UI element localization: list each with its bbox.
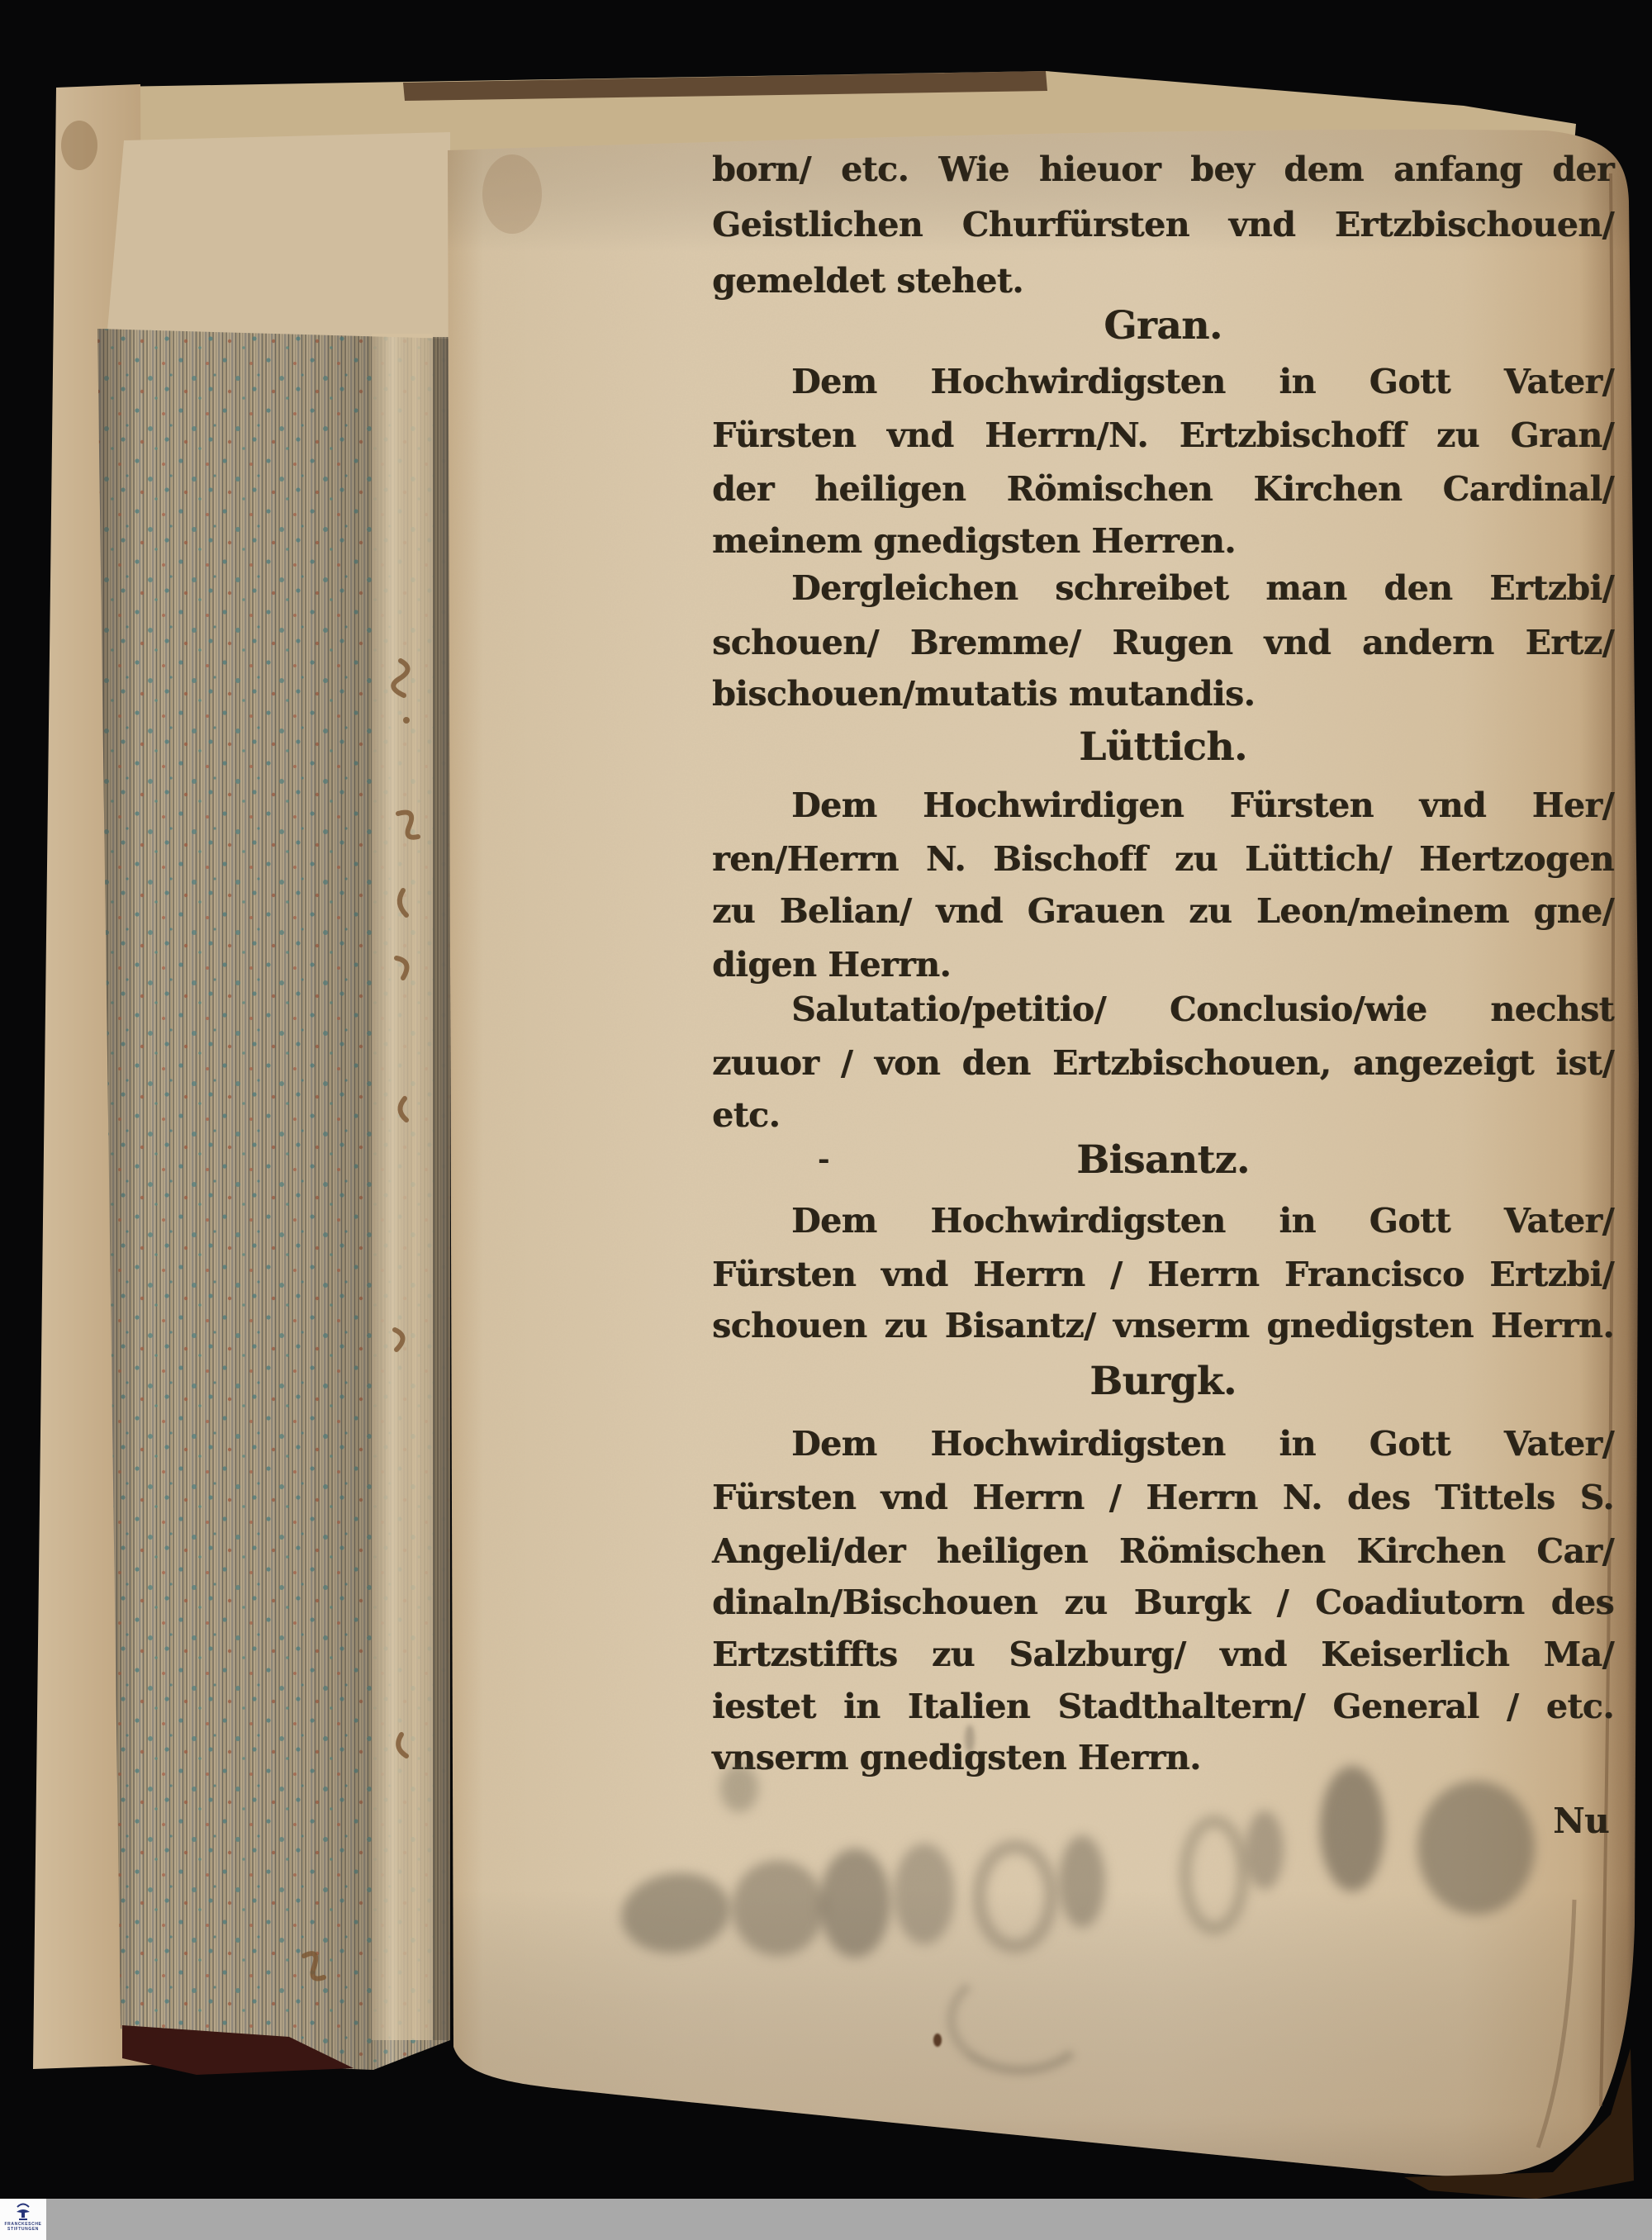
- section-heading-label: Bisantz.: [1076, 1137, 1250, 1183]
- stray-dash-mark: -: [818, 1143, 829, 1176]
- text-line: Dem Hochwirdigsten in Gott Vater/: [791, 362, 1614, 401]
- text-line: Ertzstiffts zu Salzburg/ vnd Keiserlich Ma/: [712, 1635, 1614, 1674]
- text-line: Fürsten vnd Herrn / Herrn Francisco Ertzbi/: [712, 1255, 1614, 1294]
- text-line: digen Herrn.: [712, 945, 952, 985]
- text-line: der heiligen Römischen Kirchen Cardinal/: [712, 469, 1614, 509]
- text-line: born/ etc. Wie hieuor bey dem anfang der: [712, 149, 1614, 189]
- text-line: Salutatio/petitio/ Conclusio/wie nechst: [791, 989, 1614, 1029]
- text-line: Fürsten vnd Herrn / Herrn N. des Tittels S.: [712, 1478, 1614, 1517]
- ink-stain: [973, 1840, 1057, 1953]
- ink-stain: [819, 1848, 890, 1958]
- text-line: Dem Hochwirdigsten in Gott Vater/: [791, 1424, 1614, 1464]
- text-line: Dem Hochwirdigsten in Gott Vater/: [791, 1201, 1614, 1241]
- ink-stain: [1246, 1811, 1284, 1890]
- text-line: meinem gnedigsten Herren.: [712, 521, 1236, 561]
- text-line: zu Belian/ vnd Grauen zu Leon/meinem gne/: [712, 891, 1614, 931]
- book-fore-edge: [97, 132, 450, 2070]
- ink-stain: [894, 1844, 955, 1944]
- text-line: dinaln/Bischouen zu Burgk / Coadiutorn des: [712, 1583, 1614, 1622]
- scan-color-bar: [46, 2199, 1652, 2240]
- ink-stain: [720, 1764, 758, 1812]
- text-line: iestet in Italien Stadthaltern/ General / etc.: [712, 1687, 1614, 1726]
- section-heading-gran: Gran.: [1104, 303, 1222, 349]
- ink-stain: [965, 1725, 975, 1753]
- text-line: schouen zu Bisantz/ vnserm gnedigsten Herrn.: [712, 1306, 1614, 1345]
- text-line: Geistlichen Churfürsten vnd Ertzbischouen/: [712, 205, 1614, 244]
- text-line: Fürsten vnd Herrn/N. Ertzbischoff zu Gran/: [712, 415, 1614, 455]
- text-line: zuuor / von den Ertzbischouen, angezeigt ist/: [712, 1043, 1614, 1083]
- section-heading-luettich: Lüttich.: [1079, 724, 1247, 770]
- ink-stain: [1180, 1815, 1249, 1934]
- ink-stain: [1320, 1766, 1384, 1891]
- text-line: ren/Herrn N. Bischoff zu Lüttich/ Hertzogen: [712, 839, 1614, 879]
- catchword: Nu: [1553, 1801, 1609, 1841]
- section-heading-burgk: Burgk.: [1089, 1359, 1237, 1404]
- section-heading-bisantz: [712, 1133, 1614, 1187]
- franckesche-stiftungen-logo: [0, 2199, 46, 2240]
- text-line: Dergleichen schreibet man den Ertzbi/: [791, 568, 1614, 608]
- ink-stain: [1059, 1835, 1105, 1928]
- logo-emblem-icon: [14, 2200, 32, 2222]
- text-line: vnserm gnedigsten Herrn.: [712, 1738, 1201, 1777]
- text-line: etc.: [712, 1095, 781, 1135]
- logo-text-line1: FRANCKESCHE: [4, 2222, 42, 2227]
- text-line: Angeli/der heiligen Römischen Kirchen Car/: [712, 1531, 1614, 1571]
- text-line: gemeldet stehet.: [712, 261, 1023, 301]
- ink-stain: [732, 1860, 824, 1956]
- ink-stain: [947, 1964, 1094, 2075]
- ink-speck: [933, 2034, 942, 2047]
- text-line: schouen/ Bremme/ Rugen vnd andern Ertz/: [712, 623, 1614, 662]
- text-line: Dem Hochwirdigen Fürsten vnd Her/: [791, 785, 1614, 825]
- ink-stain: [1417, 1781, 1535, 1915]
- scan-footer-strip: [0, 2199, 1652, 2240]
- logo-text-line2: STIFTUNGEN: [7, 2227, 39, 2232]
- text-line: bischouen/mutatis mutandis.: [712, 674, 1256, 714]
